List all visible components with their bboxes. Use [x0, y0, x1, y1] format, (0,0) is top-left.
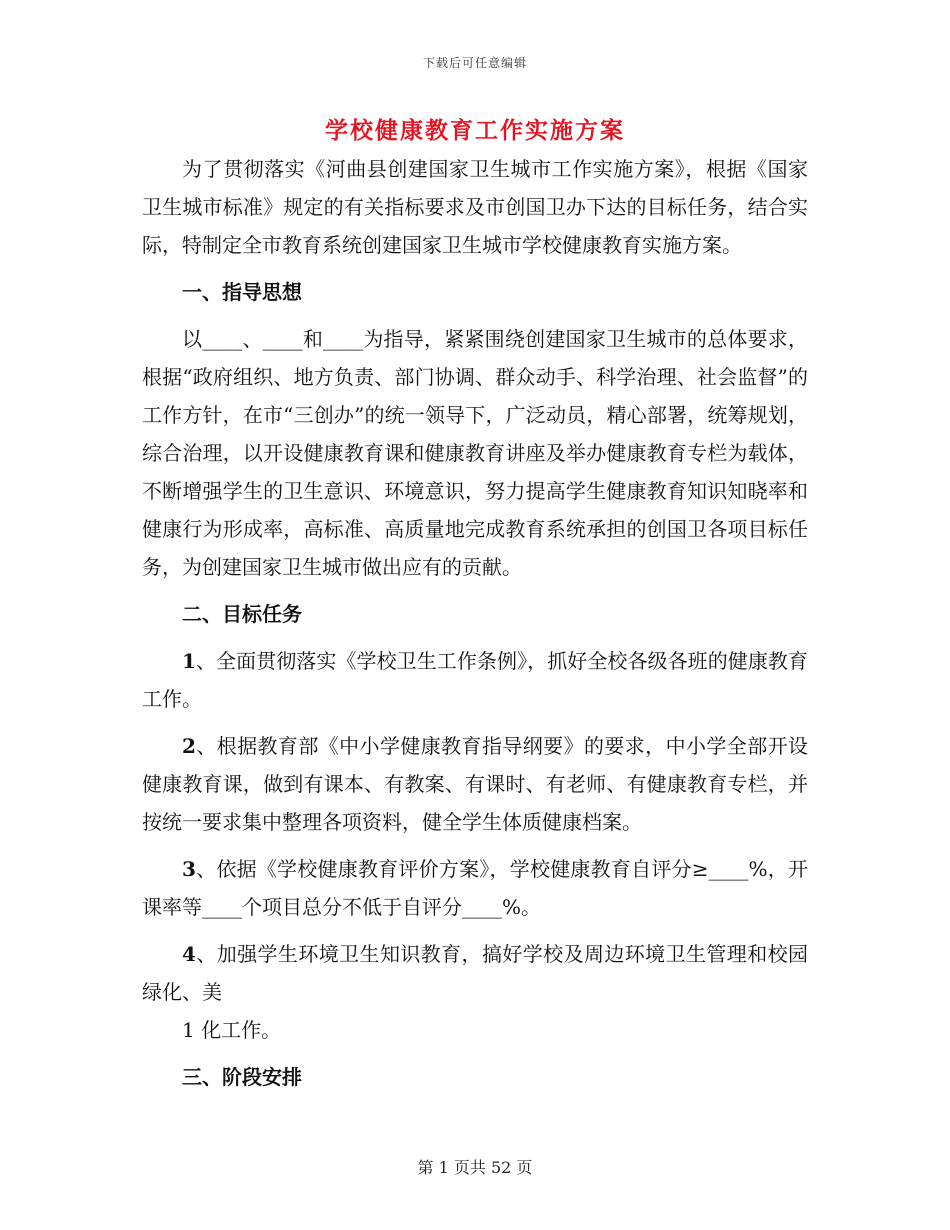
section-heading-targets: 二、目标任务 [182, 602, 302, 626]
item-number: 4 [182, 942, 196, 966]
section-heading-guiding-ideology: 一、指导思想 [182, 280, 302, 304]
item-text: 、全面贯彻落实《学校卫生工作条例》，抓好全校各级各班的健康教育工作。 [142, 649, 808, 711]
intro-paragraph: 为了贯彻落实《河曲县创建国家卫生城市工作实施方案》，根据《国家卫生城市标准》规定的有关指标要求及市创国卫办下达的目标任务，结合实际，特制定全市教育系统创建国家卫生城市学校健康教育实施方案。 [142, 157, 808, 257]
page-number-footer: 第 1 页共 52 页 [417, 1158, 533, 1177]
target-item-3 [142, 850, 808, 926]
item-text: 、根据教育部《中小学健康教育指导纲要》的要求，中小学全部开设健康教育课，做到有课本、有教案、有课时、有老师、有健康教育专栏，并按统一要求集中整理各项资料，健全学生体质健康档案。 [142, 734, 808, 834]
target-item-4 [142, 935, 808, 1011]
document-title: 学校健康教育工作实施方案 [325, 117, 625, 144]
target-item-4-continued: 1 化工作。 [182, 1018, 282, 1042]
item-number: 1 [182, 649, 196, 673]
target-item-1 [142, 642, 808, 718]
page-header-note: 下载后可任意编辑 [422, 56, 527, 70]
target-item-2 [142, 727, 808, 841]
item-text: 、依据《学校健康教育评价方案》，学校健康教育自评分≥____%，开课率等____个项目总分不低于自评分____%。 [142, 857, 808, 919]
item-text: 、加强学生环境卫生知识教育，搞好学校及周边环境卫生管理和校园绿化、美 [142, 942, 808, 1004]
section-heading-stages: 三、阶段安排 [182, 1065, 302, 1089]
item-number: 3 [182, 857, 196, 881]
document-body [142, 150, 808, 1096]
item-number: 2 [182, 734, 196, 758]
guiding-ideology-paragraph: 以____、____和____为指导，紧紧围绕创建国家卫生城市的总体要求，根据“政府组织、地方负责、部门协调、群众动手、科学治理、社会监督”的工作方针，在市“三创办”的统一领导下，广泛动员，精心部署，统筹规划，综合治理，以开设健康教育课和健康教育讲座及举办健康教育专栏为载体，不断增强学生的卫生意识、环境意识，努力提高学生健康教育知识知晓率和健康行为形成率，高标准、高质量地完成教育系统承担的创国卫各项目标任务，为创建国家卫生城市做出应有的贡献。 [142, 327, 808, 579]
